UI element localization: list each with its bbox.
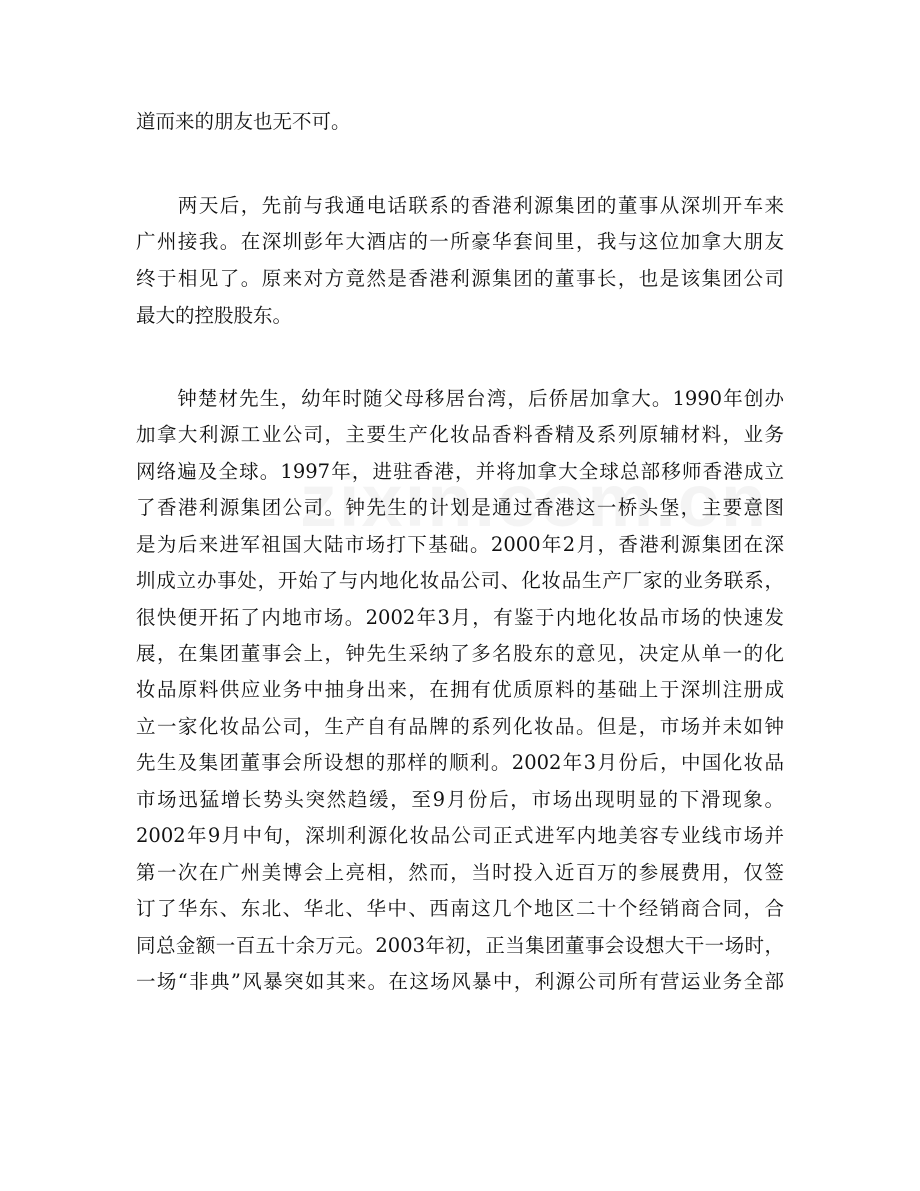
paragraph-3-line-15: 订了华东、东北、华北、华中、西南这几个地区二十个经销商合同，合 xyxy=(136,897,784,920)
paragraph-3-line-8: 展，在集团董事会上，钟先生采纳了多名股东的意见，决定从单一的化 xyxy=(136,642,784,665)
paragraph-1-line-1: 道而来的朋友也无不可。 xyxy=(136,110,351,133)
paragraph-3-line-7: 很快便开拓了内地市场。2002年3月，有鉴于内地化妆品市场的快速发 xyxy=(136,606,784,629)
paragraph-3-line-17: 一场“非典”风暴突如其来。在这场风暴中，利源公司所有营运业务全部 xyxy=(136,970,784,993)
paragraph-2-line-3: 终于相见了。原来对方竟然是香港利源集团的董事长，也是该集团公司 xyxy=(136,267,784,290)
paragraph-3-line-1: 钟楚材先生，幼年时随父母移居台湾，后侨居加拿大。1990年创办 xyxy=(136,387,784,410)
paragraph-3-line-13: 2002年9月中旬，深圳利源化妆品公司正式进军内地美容专业线市场并 xyxy=(136,824,784,847)
paragraph-3-line-11: 先生及集团董事会所设想的那样的顺利。2002年3月份后，中国化妆品 xyxy=(136,751,784,774)
paragraph-3-line-5: 是为后来进军祖国大陆市场打下基础。2000年2月，香港利源集团在深 xyxy=(136,533,784,556)
paragraph-2-line-1: 两天后，先前与我通电话联系的香港利源集团的董事从深圳开车来 xyxy=(136,194,784,217)
paragraph-3-line-9: 妆品原料供应业务中抽身出来，在拥有优质原料的基础上于深圳注册成 xyxy=(136,678,784,701)
paragraph-2-line-2: 广州接我。在深圳彭年大酒店的一所豪华套间里，我与这位加拿大朋友 xyxy=(136,230,784,253)
paragraph-2-line-4: 最大的控股股东。 xyxy=(136,304,293,327)
paragraph-3-line-2: 加拿大利源工业公司，主要生产化妆品香料香精及系列原辅材料，业务 xyxy=(136,423,784,446)
paragraph-3-line-6: 圳成立办事处，开始了与内地化妆品公司、化妆品生产厂家的业务联系， xyxy=(136,569,784,592)
paragraph-3-line-16: 同总金额一百五十余万元。2003年初，正当集团董事会设想大干一场时， xyxy=(136,934,784,957)
paragraph-3-line-12: 市场迅猛增长势头突然趋缓，至9月份后，市场出现明显的下滑现象。 xyxy=(136,788,784,811)
paragraph-3-line-10: 立一家化妆品公司，生产自有品牌的系列化妆品。但是，市场并未如钟 xyxy=(136,715,784,738)
paragraph-3-line-3: 网络遍及全球。1997年，进驻香港，并将加拿大全球总部移师香港成立 xyxy=(136,460,784,483)
paragraph-3-line-4: 了香港利源集团公司。钟先生的计划是通过香港这一桥头堡，主要意图 xyxy=(136,496,784,519)
paragraph-3-line-14: 第一次在广州美博会上亮相，然而，当时投入近百万的参展费用，仅签 xyxy=(136,861,784,884)
